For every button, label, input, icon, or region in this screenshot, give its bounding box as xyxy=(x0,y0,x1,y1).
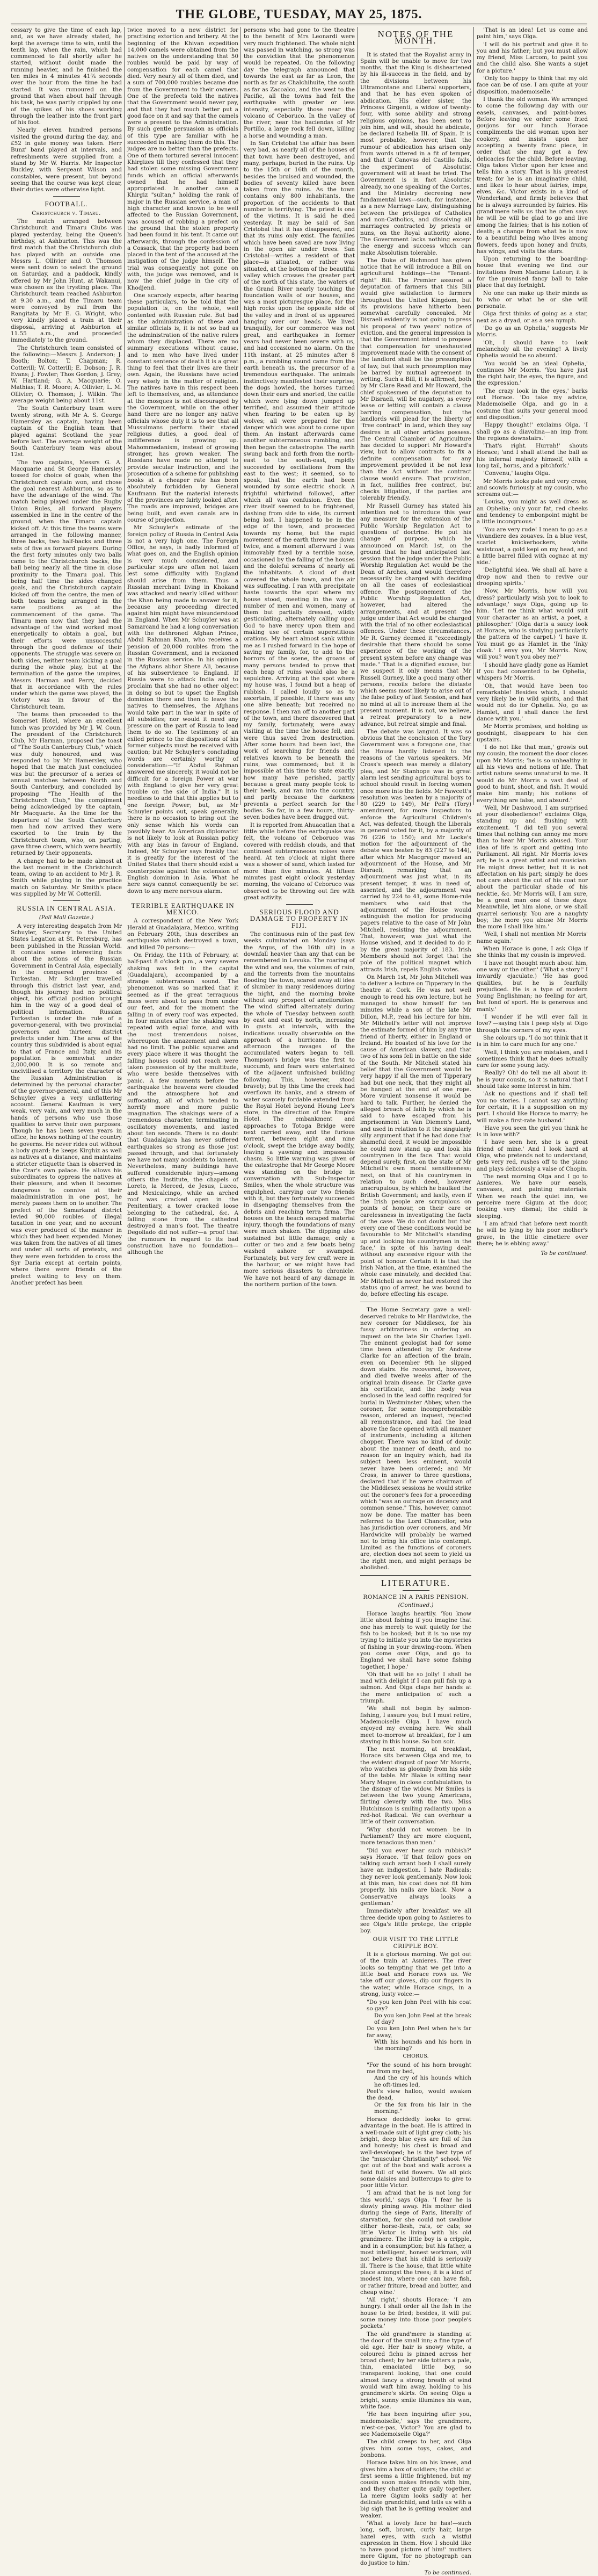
divider xyxy=(53,900,80,901)
paragraph: 'Do go as an Ophelia,' suggests Mr Morris. xyxy=(477,325,588,338)
article-heading-russia: RUSSIA IN CENTRAL ASIA. xyxy=(17,904,116,913)
paragraph: 'Why should not women be in Parliament? they are more eloquent, more tenacious than men.' xyxy=(360,1826,471,1846)
article-heading-football: FOOTBALL. xyxy=(45,200,88,208)
song-verse xyxy=(367,1999,471,2052)
verse-line: "For the sound of his horn brought me from my bed, xyxy=(367,2061,471,2075)
divider xyxy=(53,196,80,197)
paragraph: Horace laughs heartily. 'You know little about fishing if you imagine that one has merely to wait quietly for the fish to be hooked; but it is no use my trying to initiate you into the mysteries of fishing in your drawing-room. When you come over Olga, and go to England we shall have some fishing together, I hope.' xyxy=(360,1611,471,1670)
paragraph: 'Oh that will be so jolly! I shall be mad with delight if I can pull fish up a salmon. And Olga claps her hands at the mere anticipation of such a triumph. xyxy=(360,1671,471,1705)
column-2 xyxy=(127,27,238,1256)
verse-line: Do you ken John Peel when he's far far away, xyxy=(367,2025,471,2039)
paragraph: The teams then proceeded to the Somerset Hotel, where an excellent lunch was provided by Mr J. W. Coun. The president of the Christchurch Club, Mr Harman, proposed the toast of "The South Canterbury Club," which was duly honoured, and was responded to by Mr Hamersley, who hoped that the match just concluded was but the precursor of a series of annual matches between North and South Canterbury, and concluded by proposing "The Health of the Christchurch Club," the compliment being acknowledged by the captain, Mr Macquarie. As the time for the departure of the South Canterbury men had now arrived they were escorted to the train by the Christchurch team, who, on parting, gave three cheers, which were heartily returned by their opponents. xyxy=(11,711,122,857)
paragraph: 'You would be an ideal Ophelia,' continues Mr Morris. 'You have just the right hair, the eyes, the figure, and the expression.' xyxy=(477,360,588,387)
paragraph: The child creeps to her, and Olga gives him some toys, cakes, and bonbons. xyxy=(360,2438,471,2458)
verse-line: Or the fox from his lair in the morning." xyxy=(374,2101,471,2115)
paragraph: 'Oh, that would have been too remarkable! Besides which, I should very likely be in wild spirits, and that would not do for Ophelia. No, go as Hamlet, and I shall dance the first dance with you.' xyxy=(477,682,588,722)
paragraph: Mr Morris looks pale and very cross, and scowls furiously at my cousin, who screams out:— xyxy=(477,478,588,498)
paragraph: 'What a lovely face he has!—such long, soft, brown, curly hair, large hazel eyes, with such a wistful expression in them. How I should like to have good picture of him!' mutters mere Gigum, 'for no photograph can do justice to him.' xyxy=(360,2520,471,2566)
column-3 xyxy=(244,27,355,1288)
paragraph: The Home Secretary gave a well-deserved rebuke to Mr Hardwicke, the new coroner for Middlesex, for his fussy arbitrariness in ordering an inquest on the late Sir Charles Lyell. The eminent geologist had for some time been attended by Dr Andrew Clarke for an affection of the brain, even on December 9th he slipped down stairs. He recovered, however, and died twelve weeks after of the original brain disease. Dr Clarke gave his certificate, and the body was enclosed in the lead coffin required for burial in Westminster Abbey, when the coroner, for some incomprehensible reason, ordered an inquest, rejected all remonstrance, and had the lead above the face opened with all manner of instruments, including a kitchen chopper. There was no kind of doubt about the manner of death, and no reason for an inquiry which, had its subject been less eminent, would never have been ordered; and Mr Cross, in answer to three questions, declared that if he were chairman of the Middlesex sessions he would strike out the coroner's fees for a proceeding which "was an outrage on decency and common sense." This, however, cannot now be done. The matter has been referred to the Lord Chancellor, who has jurisdiction over coroners, and Mr Hardwicke will probably be warned not to bring his office into contempt. Limited as the functions of coroners are, election does not seem to yield us the right men, and might perhaps be abolished. xyxy=(360,1307,471,1571)
paragraph: persons who had gone to the theatre to the benefit of Mrs Leonardi were very much frightened. The whole night was passed in watching, so strong was the conviction that the phenomenon would be repeated. On the following day the telegraph announced that towards the east as far as Leon, the north as far as Chalchihuite, the south as far as Zacoalco, and the west to the Pacific, all the towns had felt the earthquake with greater or less intensity, especially those near the volcano of Ceboruco. In the valley of the river, near the haciendas of Mr Portillo, a large rock fell down, killing a horse and wounding a man. xyxy=(244,27,355,139)
section-heading-cripple-boy: OUR VISIT TO THE LITTLE CRIPPLE BOY. xyxy=(373,1936,459,1950)
paragraph: She colours up. 'I do not think that it is in him to care much for any one.' xyxy=(477,1034,588,1048)
article-heading-flood: SERIOUS FLOOD AND DAMAGE TO PROPERTY IN FIJI. xyxy=(250,908,349,929)
paragraph: 'I have seen her, she is a great friend of mine.' And I look hard at Olga, who pretends not to understand, gets very red, rushes off to the piano and plays deliciously a valse of Chopin. xyxy=(477,1139,588,1172)
column-rule xyxy=(473,27,474,805)
paragraph: 'Oh, I should have to look melancholy all the evening! A lively Ophelia would be so absurd.' xyxy=(477,339,588,359)
paragraph: The South Canterbury team were twenty strong, with Mr A. S. George Hamersley as captain, having been captain of the English team that played against Scotland the year before last. The average weight of the South Canterbury team was about 12st. xyxy=(11,405,122,458)
paragraph: A very interesting despatch from Mr Schuyler, Secretary to the United States Legation at St. Petersburg, has been published in the Russian World. It contains some interesting facts about the actions of the Russian Government in Central Asia, especially in the conquered province of Turkestan. Mr Schuyler travelled through this district last year, and, though his journey had no political object, his official position brought him in the way of a good deal of political information. Russian Turkestan is under the rule of a governor-general, with two provincial governors and thirteen district prefects under him. The area of the country thus subdivided is about equal to that of France and Italy, and its population is somewhat under 2,000,000. It is so remote and uncivilised a territory the character of the Russian Administration is determined by the personal character of the governor-general, and of this Mr Schuyler gives a very unflattering account. General Kaufman is very weak, very vain, and very much in the hands of persons who use those qualities to serve their own purposes. Though he has been seven years in office, he knows nothing of the country he governs. He never rides out without a body guard; he keeps Kirghiz as well as natives at a distance, and maintains a stricter etiquette than is observed in the Czar's own palace. He allows his subordinates to oppress the natives at their pleasure, and when it becomes dangerous to connive at their maladministration in one post, he merely passes them on to another. The prefect of the Samarkand district levied 90,000 roubles of illegal taxation in one year, and no account was ever produced of the manner in which they had been expended. Money was taken from the natives of all times and under all sorts of pretexts, and they were even forbidden to cross the Syr Daria except at certain points, where there were friends of the prefect waiting to levy on them. Another prefect has been xyxy=(11,922,122,1286)
paragraph: 'That is an idea! Let us come and paint him,' says Olga. xyxy=(477,27,588,40)
masthead xyxy=(11,5,587,25)
paragraph: Immediately after breakfast we all three decide upon going to Asnieres to see Olga's little protege, the cripple boy. xyxy=(360,1908,471,1935)
paragraph: Horace takes him on his knees, and gives him a box of soldiers; the child at first seems a little frightened, but my cousin soon makes friends with him, and they chatter quite gaily together. La mere Gigum looks sadly at her delicate grandchild, and tells us with a big sigh that he is getting weaker and weaker. xyxy=(360,2459,471,2519)
paragraph: 'Only too happy to think that my old face can be of use. I am quite at your disposition, mademoiselle.' xyxy=(477,75,588,95)
paragraph: I thank the old woman. We arranged to come the following day with our easels, canvases, and paint-boxes. Before leaving we order some fried goujons for our lunch. Horace compliments the old woman upon her cookery, and insists upon her accepting a twenty franc piece, in order that she may get a few delicacies for the child. Before leaving, Olga takes Victor upon her knee and tells him a story. That is his greatest treat; for he is an imaginative child, and likes to hear about fairies, imps, elves, &c. Victor exists in a kind of Wonderland, and firmly believes that he is always surrounded by fairies. His grand'mere tells us that he often says he will be will be glad to go and live among the fairies; that is his notion of death; a change from what he is now to a beautiful being who lives among flowers, feeds upon honey and fruits, has wings, and visits the stars. xyxy=(477,96,588,255)
paragraph: The debate was languid. It was so obvious that the conclusion of the Tory Government was a foregone one, that the House hardly listened to the reasons of the various speakers. Mr Cross's speech was merely a dilatory plea, and Mr Stanhope was in great alarm lest sending agricultural boys to school should result in forcing women once more into the fields. Mr Fawcett's resolution was beaten by a majority of 80 (229 to 149), Mr Pell's (Tory) amendment, for more inspectors to enforce the Agricultural Children's Act, was defeated, though the Liberals in general voted for it, by a majority of 76 (226 to 150); and Mr Locke's motion for the adjournment of the debate was beaten by 83 (227 to 144), after which Mr Macgregor moved an adjournment of the House, and Mr Disraeli, remarking that an adjournment was just what, in its present temper, it was in need of, assented, and the adjournment was carried by 224 to 41, some Home-rule members who said that the adjournment of the House would extinguish the motion for producing papers relative to the case of Mr John Mitchell, resisting the adjournment. That, however, was just what the House wished, and it decided to do it by the great majority of 183. Irish Members should not forget that the pole of the political magnet which attracts Irish, repels English votes. xyxy=(360,728,471,973)
verse-line: Peel's view halloo, would awaken the dead, xyxy=(367,2088,471,2102)
verse-line: With his hounds and his horn in the morning? xyxy=(374,2038,471,2052)
paragraph: No one can make up their minds as to who or what he or she will personate. xyxy=(477,290,588,310)
paragraph: Upon returning to the boarding-house that evening we find our invitations from Madame Latour; it is for the promised fancy ball to take place that day fortnight. xyxy=(477,256,588,289)
paragraph: Nearly eleven hundred persons visited the ground during the day, and £52 in gate money was taken. Herr Bunz' band played at intervals, and refreshments were supplied from a stand by Mr W. Harris. Mr Inspector Buckley, with Sergeant Wilson and constables, were present, but beyond seeing that the course was kept clear, their duties were otherwise light. xyxy=(11,127,122,193)
column-rule xyxy=(357,27,358,805)
chorus-label: CHORUS. xyxy=(403,2053,429,2060)
continued-label: (Continued.) xyxy=(398,1601,434,1608)
paragraph: The Christchurch team consisted of the following:—Messrs J. Anderson; J. Booth; Bolton; T. Chapman; R. Cotterill; W. Cotterill; E. Dobson; J. R. Evans; J. Fowler; Thos Gordon; J. Grey; W. Hartland; G. A. Macquarie; O. Mathias; T. R. Moore; A. Ollivier; L. M. Ollivier; O. Thomson; J. Wilkin. The average weight being about 11st. xyxy=(11,344,122,405)
paragraph: It is a glorious morning. We got out of the train at Asnieres. The river looks so tempting that we get into a little boat and Horace rows us. We take off our gloves, dip our fingers in the water, while Horace sings, in a strong, lusty voice:— xyxy=(360,1951,471,1997)
paragraph: Mr Schuyler's estimate of the foreign policy of Russia in Central Asia is not a very high one. The Foreign Office, he says, is badly informed of what goes on, and the English opinion is very much considered, and particular steps are often not taken lest some difficulty with England should arise from them. Thus a Russian merchant living in Khokand was attacked and nearly killed without the Khan being made to answer for it, because any proceeding directed against him might have misunderstood in England. When Mr Schuyler was at Samarcand he had a long conversation with the dethroned Afghan Prince, Abdul Rahman Khan, who receives a pension of 20,000 roubles from the Russian Government, and is reckoned in the Russian service. In his opinion the Afghans abhor Shere Ali, because of his subservience to England. If Russia were to attack India and to proclaim that she had no other object in doing so but to upset the English dominion there and then to leave the natives to themselves, the Afghans would take part in the war in spite of all subsidies; nor would it need any pressure on the part of Russia to lead them to do so. The testimony of an exiled prince to the dispositions of his former subjects must be received with caution; but Mr Schuyler's concluding words are certainly worthy of consideration:—"If Abdul Rahman answered me sincerely, it would not be difficult for a foreign Power at war with England to give her very great trouble on the side of India." It is needless to add that this applies but to one foreign Power; but, as Mr Schuyler points out, speak generally, there is no occasion to bring out the only sense which his words can possibly bear. An American diplomatist is not likely to look at Russian policy with any bias in favour of England. Indeed, Mr Schuyler says frankly that it is greatly for the interest of the United States that there should exist a counterpoise against the extension of English dominion in Asia. What he here says cannot consequently be set down to any mere nervous alarm. xyxy=(127,524,238,894)
paragraph: 'Delightful idea. We shall all have a drop now and then to revive our drooping spirits.' xyxy=(477,567,588,587)
masthead-title: THE GLOBE, TUESDAY, MAY 25, 1875. xyxy=(176,8,422,21)
paragraph: twice moved to a new district for practising extortion and bribery. At the beginning of the Khivan expedition 14,000 camels were obtained from the natives on the understanding that 50 roubles would be paid by way of compensation for each camel that died. Very nearly all of them died, and a sum of 700,000 roubles became due from the Government to their owners. One of the prefects told the natives that the Government would never pay, and that they had much better put a good face on it and say that the camels were a present to the Administration. By such gentle persuasion as officials of this type are familiar with he succeeded in making them do this. The judges are no better than the prefects. One of them tortured several innocent Khirgizes till they confessed that they had stolen some missing Government funds which an official afterwards owned that he had himself appropriated. In another case a Khirgiz "sultan," holding the rank of major in the Russian service, a man of high character and known to be well affected to the Russian Government, was accused of robbing a prefect on the ground that the stolen property had been found in his tent. It came out afterwards, through the confession of a Cossack, that the property had been placed in the tent of the accused at the instigation of the judge himself. The trial was consequently not gone on with, the judge was removed, and is now the chief judge in the city of Khodjend. xyxy=(127,27,238,291)
verse-line: Do you ken John Peel at the break of day? xyxy=(374,2012,471,2025)
paragraph: When Horace is gone, I ask Olga if she thinks that my cousin is improved. xyxy=(477,946,588,959)
divider xyxy=(286,904,313,905)
paragraph: The match arranged between Christchurch and Timaru Clubs was played yesterday, being the Queen's birthday, at Ashburton. This was the first match that the Christchurch club has played with an outside one. Messrs L. Ollivier and O. Thomson were sent down to select the ground on Saturday, and a paddock, kindly offered by Mr John Hunt, at Wakanui, was chosen as the trysting place. The Christchurch team reached Ashburton at 9.30 a.m., and the Timaru team were conveyed by rail from the Rangitata by Mr E. G. Wright, who very kindly placed a train at their disposal, arriving at Ashburton at 11.55 a.m., and proceeded immediately to the ground. xyxy=(11,218,122,344)
paragraph: The Duke of Richmond has given notice that he will introduce a Bill on agricultural holdings—the "Tenant-right" Bill. The Premier assured a deputation of farmers that this Bill would give satisfaction to farmers throughout the United Kingdom, but its provisions have hitherto been somewhat carefully concealed. Mr Disraeli evidently is not going to press his proposal of two years' notice of eviction, and the general impression is that the Government intend to propose that compensation for unexhausted improvement made with the consent of the landlord shall be the presumption of law, but that such presumption may be barred by mutual agreement in writing. Such a Bill, it is affirmed, both by Mr Clare Read and Mr Howard, the chief spokesmen of the deputation to Mr Disraeli, will be nugatory, as every lease or letting will contain a clause barring compensation, but the landlords will plead for the liberty of "free contract" in land, which they say desires in all other articles possess. The Central Chamber of Agriculture has decided to support Mr Howard's view, but to allow contracts to fix a definite compensation for any improvement provided it be not less than the Act without the contract clause would ensure. That provision, in fact, nullifies free contract, but checks litigation, if the parties are tolerably friendly. xyxy=(360,257,471,502)
paragraph: In San Cristobal the affair has been very bad, as nearly all of the houses of that town have been destroyed, and many, perhaps, buried in the ruins. Up to the 15th or 16th of the month, besides the bruised and wounded, the bodies of seventy killed have been taken from the ruins. As the town contains only 800 inhabitants, the proportion of the accidents to that number is terrifying. The priest is one of the victims. It is said he died yesterday. It may be said of San Cristobal that it has disappeared, and that its ruins only exist. The families which have been saved are now living in the open air under trees. San Cristobal—writes a resident of that place—is situated, or rather was situated, at the bottom of the beautiful valley which crosses the greater part of the north of this state, the waters of the Grand River nearly touching the foundation walls of our houses, and was a most picturesque place, for the high rocks upon the opposite side of the valley and in front of us appeared hanging over our heads. We lived tranquilly, for our commerce was not great, and earthquakes in former years had never been severe with us, and had occasioned no alarm. On the 11th instant, at 25 minutes after 8 p.m., a rumbling sound came from the earth beneath us, the precursor of a tremendous earthquake. The animals instinctively manifested their surprise; the dogs howled, the horses turned down their ears and snorted, the cattle which were lying down jumped up terrified, and assumed their attitude when fearing to be eaten up by wolves; all were prepared for the danger which was about to come upon them. An instant afterwards came another subterraneous rumbling, and then began the catastrophe. The earth swung back and forth from the north-east to the south-east, rapidly succeeded by oscillations from the east to the west; it seemed, so to speak, that the earth had been wounded by some electric shock. A frightful whirlwind followed, after which all was confusion. Even the river itself seemed to be frightened, dashing from side to side, its current being lost. I happened to be in the edge of the town, and proceeded towards my home, but the rapid movement of the earth threw me down twice, and a moment afterward I was immovably fixed by a terrible noise, occasioned by the falling of the houses and the doleful screams of nearly all the inhabitants. A cloud of dust covered the whole town, and the air was suffocating. I ran with precipitate haste towards the spot where my house stood, meeting in the way a number of men and women, many of them but partially dressed, wildly gesticulating, alternately calling upon God to have mercy upon them and making use of certain superstitious orations. My heart almost sank within me as I rushed forward in the hope of saving my family, for, to add to the horrors of the scene, the groans of many persons tended to prove that each heap of ruins would also be a sepulchre. Arriving at the spot where my house was, I found but a heap of rubbish. I called loudly so as to ascertain, if possible, if there was any one alive beneath; but received no response. I then ran off to another part of the town, and there discovered that my family, fortunately, were away visiting at the time the house fell, and were thus saved from destruction. After some hours had been lost, the work of searching for friends and relatives known to be beneath the ruins, was commenced; but it is impossible at this time to state exactly how many have perished, partly because a great many people took to their heels, and ran into the country, and partly because the darkness prevents a perfect search for the bodies. So far, in a few hours, thirty-seven bodies have been dragged out. xyxy=(244,140,355,821)
article-source: (Pall Mall Gazette.) xyxy=(39,914,94,921)
paragraph: 'I wonder if he will ever fall in love?'—saying this I peep slyly at Olgo through the corners of my eyes. xyxy=(477,1014,588,1034)
paragraph: A change had to be made almost at the last moment in the Christchurch team, owing to an accident to Mr J. R. Smith while playing in the practice match on Saturday. Mr Smith's place was supplied by Mr W. Cotterill. xyxy=(11,857,122,897)
column-5 xyxy=(477,27,588,1257)
paragraph: 'You are very rude! I mean to go as a vivandiere des zouaves. In a blue vest, scarlet knickerbockers, white waistcoat, a gold kepi on my head, and a little barrel filled with cognac at my side.' xyxy=(477,526,588,566)
paragraph: 'He has been inquiring after you, mademoiselle,' says the grandmere, 'n'est-ce-pas, Victor? You are glad to see Mademoiselle Olga?' xyxy=(360,2411,471,2438)
paragraph: 'I should have gladly gone as Hamlet if you had consented to be Ophelia,' whispers Mr Morris. xyxy=(477,661,588,682)
paragraph: 'The crazy look in the eyes,' barks out Horace. 'Do take my advice, Mademoiselle Olga, and go in a costume that suits your general mood and disposition.' xyxy=(477,387,588,421)
paragraph: Horace decidedly looks to great advantage in the boat. He is attired in a well-made suit of light grey cloth; his bright, deep blue eyes are full of fun and honesty; his chest is broad and well-developed; he is the best type of the "muscular Christianity" school. We got out of the boat and walk across a field full of wild flowers. We all pick some daisies and buttercups to give to poor little Victor. xyxy=(360,2116,471,2189)
article-subheading: Christchurch v. Timaru. xyxy=(32,210,101,217)
paragraph: 'Well, I shall not mention Mr Morris' name again.' xyxy=(477,931,588,944)
paragraph: The continuous rain of the past few weeks culminated on Monday (says the Argus, of the 16th ult) in a downfall heavier than any that can be remembered in Levuka. The roaring of the wind and sea, the volumes of rain, and the torrents from the mountains flooding the town, scared away all idea of slumber in many residences during the night, and the morning broke without any prospect of amelioration. The wind shifted alternately during the whole of Tuesday between south by east and east by north, increasing in gusts at intervals, with the indications usually observable on the approach of a hurricane. In the afternoon the ravages of the accumulated waters began to tell. Thompson's bridge was the first to succumb, and fears were entertained of the adjacent unfinished building following. This, however, stood bravely; but by this time the creek had overflown its banks, and a stream of water scarcely fordable extended from the Royal Hotel beyond Houng Lee's store, in the direction of the Empire Hotel. The embankment and approaches to Totoga Bridge were next carried away, and the furious torrent, between eight and nine o'clock, swept the bridge away bodily, leaving a yawning and impassable chasm. So little warning was given of the catastrophe that Mr George Moore was standing on the bridge in conversation with Sub-Inspector Smiles, when the whole structure was engulphed, carrying our two friends with it, but they fortunately succeeded in disengaging themselves from the debris and reaching terra firma. The houses on the beach escaped material injury, though the foundations of many were much shaken. The dipping also sustained but little damage; only a cutter or two and a few boats being washed ashore or swamped. Fortunately, but very few craft were in the harbour, or we might have had more serious disasters to chronicle. We have not heard of any damage in the northern portion of the town. xyxy=(244,931,355,1288)
paragraph: 'That's right. Hurrah!' shouts Horace; 'and I shall attend the ball as his infernal majesty himself, with a long tail, horns, and a pitchfork.' xyxy=(477,443,588,469)
paragraph: 'Well, Mr Dashwood, I am surprised at your disobedience!' exclaims Olga, standing up and flushing with excitement. 'I did tell you several times that nothing can annoy me more than to hear Mr Morris abused. Your idea of life is sport and getting into Parliament. All right. Mr Morris loves art; he is a great artist and musician. He might dress better, but it is not affectation on his part; simply he does not care about the cut of his coat nor about the particular shade of his necktie, &c. Mr Morris will, I am sure, be a great man one of these days. Meanwhile, let him alone, or we shall quarrel seriously. You are a naughty boy; the more you abuse Mr Morris the more I shall like him.' xyxy=(477,804,588,930)
song-verse xyxy=(367,2062,471,2115)
paragraph: Olga first thinks of going as a star, next as a dryad, or as a sea nymph. xyxy=(477,311,588,324)
paragraph: 'I do not like that man,' growls out my cousin, the moment the door closes upon Mr Morris; 'he is so unhealthy in all his views and notions of life. That artist nature seems unnatural to me. It would do Mr Morris a vast deal of good to hunt, shoot, and fish. It would make him manly; his notions of everything are false, and absurd.' xyxy=(477,744,588,804)
article-heading-notes: NOTES OF THE MONTH. xyxy=(377,29,454,46)
paragraph: 'Now, Mr Morris, how will you dress? particularly wish you to look to advantage,' says Olga, going up to him. 'Let me think what would suit your character as an artist, a poet, a philosopher.' (Olga darts a saucy look at Horace, who is studying particularly the pattern of the carpet.) 'I have it. You must go as Hamlet in the 'Inky cloak.' I envy you, Mr Morris. Now, will you? won't you obey me?' xyxy=(477,588,588,661)
to-be-continued: To be continued. xyxy=(424,2570,471,2576)
paragraph: 'Happy thought!' exclaims Olga. 'I shall go as a diavolina—an imp from the regions downstairs.' xyxy=(477,422,588,442)
paragraph: cessary to give the time of each lap, and, as we have already stated, he kept the average time to win, until the tenth lap, when the rain, which had commenced to fall shortly after he started, without doubt made the running heavier, and he finished the ten miles in 4 minutes 41¾ seconds over the hour from the time he had started. It was rumoured on the ground that when about half through his task, he was partly crippled by one of the spikes of his shoes working through the leather into the front part of his foot. xyxy=(11,27,122,126)
literature-heading: LITERATURE. xyxy=(381,1578,451,1589)
paragraph: It is reported from Ahuacatlan that a little while before the earthquake was felt, the volcano of Ceboruco was covered with reddish clouds, and that continued subterraneous noises were heard. At ten o'clock at night there was a shower of sand, which lasted for more than five minutes. At fifteen minutes past eight o'clock yesterday morning, the volcano of Ceboruco was observed to be throwing out fire with great activity. xyxy=(244,821,355,901)
paragraph: One scarcely expects, after hearing these particulars, to be told that the population is, on the whole, well contented with Russian rule. But bad as the administration of these and similar officials is, it is not so bad as the administration of the native rulers whom they displaced. There are no summary executions without cause, and to men who have lived under constant sentence of death it is a great thing to feel that their lives are their own. Again, the Russians have acted very wisely in the matter of religion. The natives have in this respect been left to themselves, and, as attendance at the mosques is not discouraged by the Government, while on the other hand there are no longer any native officials whose duty it is to see that all Mussulmans perform their stated religious duties, a good deal of indifference is growing up. Mahommedanism, instead of growing stronger, has grown weaker. The Russians have made no attempt to provide secular instruction, and the prosecution of a scheme for publishing books at a cheaper rate has been absolutely forbidden by General Kaufmann. But the material interests of the provinces are fairly looked after. The roads are improved, bridges are being built, and even canals are in course of projection. xyxy=(127,292,238,523)
paragraph: The old grand'mere is standing at the door of the small inn; a fine type of old age. Her hair is snowy white, a coloured fichu is pinned across her broad chest; by her side totters a pale, thin, emaciated little boy, so transparent looking, that one could almost fancy a strong breath of wind would waft him away, holding to his grandmere's skirts. On seeing Olga a bright, sunny smile illumines his wan, white face. xyxy=(360,2330,471,2410)
paragraph: 'We shall not begin by salmon-fishing, I assure you; but I must retire, Mademoiselle Olga. I have much enjoyed my evening here. We shall meet to-morrow at breakfast, for I am staying in this house. So bon soir. xyxy=(360,1705,471,1745)
column-rule xyxy=(240,27,241,805)
paragraph: 'I have not thought much about him, one way or the other.' ('What a story!' I inwardly ejaculate.) 'He has good qualities, but he is fearfully prejudiced. He is a type of modern young Englishman; no feeling for art, but fond of sport. He is generous and manly.' xyxy=(477,959,588,1013)
paragraph: A correspondent of the New York Herald at Guadalajara, Mexico, writing on February 20th, thus describes an earthquake which destroyed a town, and killed 70 persons:— xyxy=(127,918,238,951)
paragraph: 'Louisa, you might as well dress as an Ophelia; only your fat, red cheeks and tendency to embonpoint might be a little incongruous.' xyxy=(477,499,588,525)
verse-line: "Do you ken John Peel with his coat so gay? xyxy=(367,1999,471,2012)
paragraph: 'All right,' shouts Horace; 'I am hungry. I shall order all the fish in the house to be fried; besides, it will put some money into those poor people's pockets.' xyxy=(360,2297,471,2330)
paragraph: Mr Morris promises, and holding us goodnight, disappears to his den upstairs. xyxy=(477,723,588,743)
page-columns xyxy=(11,27,588,2576)
verse-line: And the cry of his hounds which he oft-times led, xyxy=(374,2075,471,2088)
column-4 xyxy=(360,27,471,2576)
paragraph: 'Convenu,' laughs Olga. xyxy=(483,470,550,477)
divider xyxy=(360,1575,471,1576)
paragraph: 'I am afraid that he is not long for this world,' says Olga. 'I fear he is slowly pining away. His mother died during the siege of Paris, literally of starvation, for she could not swallow either horse-flesh, rats, or cats; so little Victor is living with his old grandmere. The little boy is a cripple, and in a consumption; but his father, a most intelligent, honest workman, will not believe that his child is seriously ill. There is the house, that little white place amongst the trees; it is a kind of modest inn, where one can have fish, or rather friture, bread and butter, and cheap wine.' xyxy=(360,2190,471,2296)
paragraph: Mr Russell Gurney has stated his intention not to introduce this year any measure for the extension of the Public Worship Regulation Act to questions of doctrine. He put his change of purpose, which he announced on March 1st, on the ground that he had anticipated last session that the judge under the Public Worship Regulation Act would be the Dean of Arches, and would therefore necessarily be charged with deciding on all the cases of ecclesiastical offence. The postponement of the Public Worship Regulation Act, however, had altered the arrangements, and at present the judge under that Act would be charged with the trial of no other ecclesiastical offences. Under these circumstances, Mr R. Gurney deemed it "exceedingly desirable that there should be some experience of the working of the present system before any change was made." That is a dignified excuse, but we suspect it only means that Mr Russell Gurney, like a good many other persons, recoils before the distaste which seems most likely to arise out of the false policy of last Session, and has no mind at all to increase them at the present moment. It is not, we believe, a retreat preparatory to a new advance, but retreat simple and final. xyxy=(360,502,471,727)
paragraph: On Friday, the 11th of February, at half-past 8 o'clock p.m., a very severe shaking was felt in the capital (Guadalajara), accompanied by a strange subterranean sound. The phenomenon was so marked that it seemed as if the great terraquous mass were about to pass from under our feet, and for the moment the falling in of every roof was expected. In four minutes after the shaking was repeated with equal force, and with the most tremendous noises, whereupon the amazement and alarm had no limit. The public squares and every place where it was thought the falling houses could not reach were taken possession of by the multitude, who were beside themselves with panic. A few moments before the earthquake the heavens were clouded and the atmosphere hot and suffocating, all of which tended to horrify more and more public imagination. The shakings were of a tremendous character, terminating in oscillatory movements, and lasted about ten seconds. There is no doubt that Guadalajara has never suffered earthquakes so strong as those just passed through, and that fortunately we have not many accidents to lament. Nevertheless, many buildings have suffered considerable injury—among others the Institute, the chapels of Loreto, la Merced, de Jesus, Lucco, and Mexicalcingo, while an arched roof was cracked open in the Penitentiary, a tower cracked loose belonging to the cathedral, &c. A falling stone from the cathedral destroyed a man's foot. The theatre Degollado did not suffer—a proof that the rumours in regard to its bad construction have no foundation—although the xyxy=(127,951,238,1256)
column-rule xyxy=(124,27,125,805)
paragraph: 'I will do his portrait and give it to you and his father; but you must allow my friend, Miss Larcom, to paint you and the child also. She wants a sujet for a picture.' xyxy=(477,41,588,74)
column-1 xyxy=(11,27,122,1286)
paragraph: The two captains, Messrs G. A. Macquarie and St George Hamersley tossed for choice of goals, when the Christchurch captain won, and chose the goal nearest Ashburton, so as to have the advantage of the wind. The match being played under the Rugby Union Rules, all forward players assembled in line in the centre of the ground, when the Timaru captain kicked off. At this time the teams were arranged in the following manner, three backs, two half-backs and three sets of five as forward players. During the first forty minutes only two balls came to the Christchurch backs, the ball being nearly all the time in close proximity to the Timaru goal. This being half time the sides changed goals, and the Christchurch captain kicked off from the centre, the men of both teams being arranged in the same positions as at the commencement of the game. The Timaru men now that they had the advantage of the wind worked most energetically to obtain a goal, but their efforts were unsuccessful through the good defence of their opponents. The struggle was severe on both sides, neither team kicking a goal during the whole play, but at the termination of the game the umpires, Messrs Harman and Perry, decided that in accordance with the rules under which the game was played, the victory was in favour of the Christchurch team. xyxy=(11,459,122,710)
divider xyxy=(403,1590,429,1591)
article-heading-romance: ROMANCE IN A PARIS PENSION. xyxy=(363,1593,469,1600)
to-be-continued: To be continued. xyxy=(541,1250,588,1257)
paragraph: 'I am afraid that before next month he will be lying by his poor mother's grave, in the little cimetiere over there; he is ebbing away.' xyxy=(477,1220,588,1247)
paragraph: 'Really? Oh! do tell me all about it: he is your cousin, so it is natural that I should take some interest in him.' xyxy=(477,1070,588,1090)
paragraph: The next morning Olga and I go to Asnieres. We have our easels, canvases, and painting materials. When we reach the quiet inn, we perceive mere Gigum at the door, looking very dismal; the child is sleeping. xyxy=(477,1173,588,1220)
paragraph: 'Did you ever hear such rubbish?' says Horace. 'If that fellow goes on talking such arrant bosh I shall surely have an indigestion. I hate Radicals; they never look gentlemanly. Now look at this man, his coat does not fit him properly, his nails are black. Now a Conservative always looks a gentleman.' xyxy=(360,1847,471,1907)
paragraph: On March 1st, Mr John Mitchell was to deliver a lecture on Tipperary in the theatre at Cork. He was not well enough to read his own lecture, but he managed to show himself for ten minutes while a son of the late Mr Dillon, M.P., read his lecture for him. Mr Mitchell's letter will not improve the estimate formed of him by any true friend of liberty, either in England or Ireland. He boasted of his love for the cause of American slavery, and that two of his sons fell in battle on the side of the South. Mr Mitchell stated his belief that the Government would be very happy if all the men of Tipperary had but one neck, that they might all be hanged at the end of one rope. More virulent nonsense it would be hard to talk. Further, he denied the alleged breach of faith by which he is said to have escaped from his imprisonment in Van Diemen's Land, and used in relation to it the singularly silly argument that if he had done that shameful deed, it would be impossible he could now stand up and look his countrymen in the face. That would depend surely, first, on the state of Mr Mitchell's own moral sensitiveness; next, on that of his countrymen in relation to such deed, however unscrupulous, by which he baulked the British Government; and lastly, even if the Irish people are scrupulous on points of honour, on their care or carelessness in investigating the facts of the case. We do not doubt but that every one of these conditions would be favourable to Mr Mitchell's standing up and looking his countrymen in the face,' in spite of his having dealt without any excessive rigour with the point of honour. Certain it is that the Irish Nation, at the time, examined the whole case minutely, and decided that Mr Mitchell as never had restored the status quo of arrest, he was bound to do, before effecting his escape. xyxy=(360,973,471,1298)
paragraph: The next morning, at breakfast, Horace sits between Olga and me, to the evident disgust of poor Mr Morris, who watches us gloomily from his side of the table. Mr Blake is sitting near Mary Magee, in close confabulation, to the dismay of the widow. Mr Smiles is between the two young Americans, flirting cleverly with the two. Miss Hutchinson is smiling radiantly upon a red-hot Radical. We can overhear a little of their conversation. xyxy=(360,1746,471,1825)
paragraph: 'Have you seen the girl you think he is in love with?' xyxy=(477,1124,588,1138)
paragraph: It is stated that the Royalist army in Spain will be unable to move for two months, that the King is disheartened by his ill-success in the field, and by the divisions between his Ultramontane and Liberal supporters, and that he has even spoken of abdication. His elder sister, the Princess Girgenti, a widow of twenty-four, with some ability and strong religious opinions, has been sent to join him, and will, should he abdicate, be declared Isabella III. of Spain. It is most probable, however, that the rumour of abdication has arisen only from words uttered in a fit of temper, and that if Canovas del Castillo fails, the experiment of Absolutist government will at least be tried. The Government is in fact Absolutist already, no one speaking of the Cortes, and the Ministry decreeing new fundamental laws—such, for instance, as a new Marriage Law, distinguishing between the privileges of Catholics and non-Catholics, and dissolving all marriages contracted by priests or nuns, on the Royal authority alone. The Government lacks nothing except the energy and success which can make Absolutism tolerable. xyxy=(360,51,471,256)
paragraph: 'Well, I think you are mistaken, and I sometimes think that he does actually care for some young lady.' xyxy=(477,1049,588,1069)
paragraph: 'Ask no questions and if shall tell you no stories. I cannot say anything for certain, it is a supposition on my part. I should like Horace to marry; he will make a first-rate husband.' xyxy=(477,1091,588,1124)
article-heading-earthquake: TERRIBLE EARTHQUAKE IN MEXICO. xyxy=(131,901,235,917)
